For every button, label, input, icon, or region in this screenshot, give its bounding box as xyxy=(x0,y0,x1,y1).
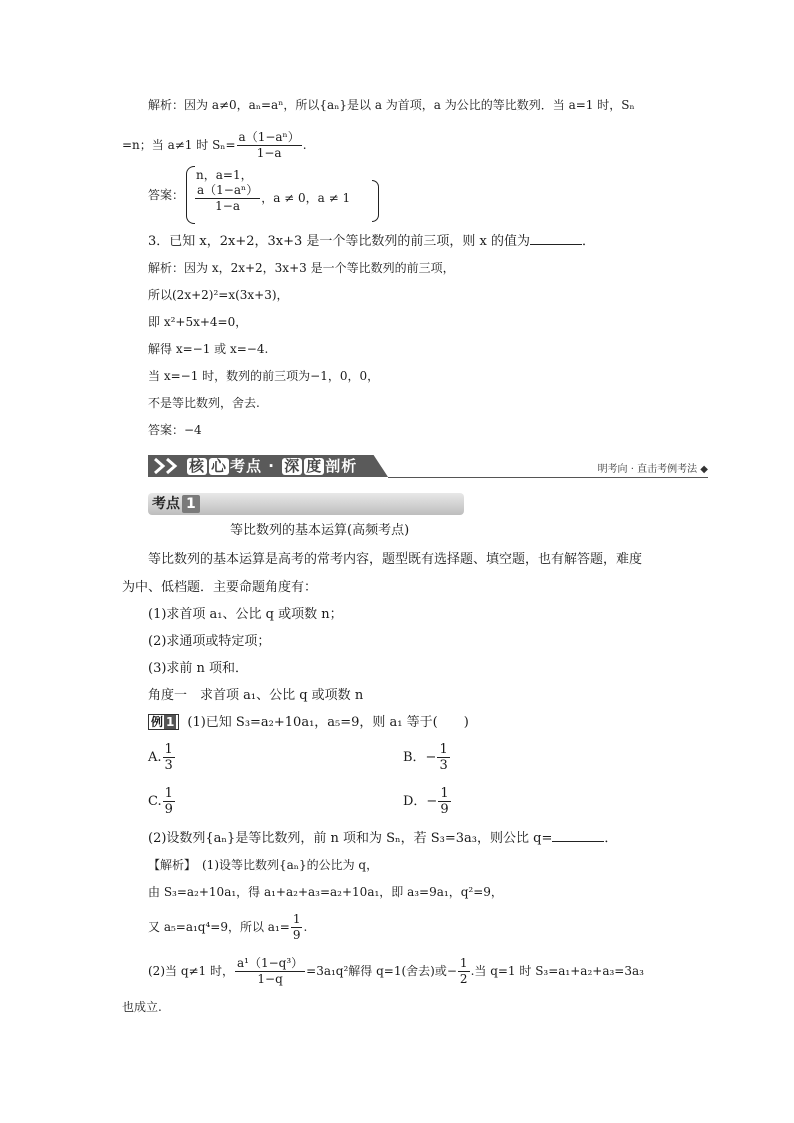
option-d-label: D．− xyxy=(403,794,438,809)
option-d-den: 9 xyxy=(440,802,449,817)
answer-1-case-1: n，a=1， xyxy=(196,168,253,182)
option-a-den: 3 xyxy=(164,758,173,773)
kaodian-label xyxy=(152,495,200,513)
example-badge-text: 例 xyxy=(151,715,164,729)
banner-char-3: 深 xyxy=(284,457,301,475)
section-item-2: (2)求通项或特定项； xyxy=(148,634,271,649)
analysis-line-2-post: . xyxy=(302,138,307,152)
option-c-frac xyxy=(163,786,175,817)
analysis-line-2-pre: =n；当 a≠1 时 Sₙ= xyxy=(122,138,236,152)
option-c-den: 9 xyxy=(164,802,173,817)
option-a-frac xyxy=(163,742,175,773)
section-paragraph-2: 为中、低档题．主要命题角度有： xyxy=(122,580,318,595)
option-b-label: B．− xyxy=(403,750,437,765)
example-1-question-1-text: (1)已知 S₃=a₂+10a₁，a₅=9，则 a₁ 等于( ) xyxy=(187,715,469,730)
kaodian-text: 考点 xyxy=(152,496,180,512)
question-3-blank xyxy=(530,232,582,245)
solution-line-4-frac-2 xyxy=(458,956,470,987)
solution-line-4 xyxy=(148,956,644,987)
solution-line-4-den: 1−q xyxy=(257,972,283,986)
banner-text-1: 考点 · xyxy=(230,457,282,475)
analysis-line-1: 解析：因为 a≠0，aₙ=aⁿ，所以{aₙ}是以 a 为首项，a 为公比的等比数列．当 a=1 时，Sₙ xyxy=(148,98,635,112)
option-d xyxy=(403,786,452,817)
option-b-den: 3 xyxy=(439,758,448,773)
answer-1-fraction xyxy=(195,183,260,214)
banner-text-2: 剖析 xyxy=(325,457,358,475)
question-3-end: ． xyxy=(582,234,596,249)
option-d-frac xyxy=(438,786,450,817)
solution-line-3-post: . xyxy=(303,920,308,934)
solution-line-1: 【解析】 (1)设等比数列{aₙ}的公比为 q， xyxy=(148,858,379,872)
option-b-frac xyxy=(437,742,449,773)
option-c xyxy=(148,786,176,817)
question-3 xyxy=(148,232,595,251)
sum-fraction-num: a（1−aⁿ） xyxy=(238,130,300,144)
option-d-num: 1 xyxy=(440,786,449,801)
section-banner xyxy=(148,452,708,482)
solution-line-3-num: 1 xyxy=(292,912,301,926)
q3-solution-6: 不是等比数列，舍去. xyxy=(148,396,260,410)
banner-subtitle-text: 明考向 · 直击考例考法 xyxy=(597,464,698,475)
solution-line-2: 由 S₃=a₂+10a₁，得 a₁+a₂+a₃=a₂+10a₁，即 a₃=9a₁，q²=9， xyxy=(148,885,503,899)
option-c-label: C. xyxy=(148,794,162,809)
diamond-icon: ◆ xyxy=(700,464,708,475)
section-item-1: (1)求首项 a₁、公比 q 或项数 n； xyxy=(148,607,343,622)
q3-solution-1: 解析：因为 x，2x+2，3x+3 是一个等比数列的前三项， xyxy=(148,261,455,275)
option-a-num: 1 xyxy=(164,742,173,757)
question-2-blank xyxy=(552,829,604,842)
solution-line-4-den-2: 2 xyxy=(459,972,468,986)
answer-1-condition: ，a ≠ 0，a ≠ 1 xyxy=(261,191,351,205)
solution-line-3-frac xyxy=(291,912,303,943)
banner-char-4: 度 xyxy=(306,457,323,475)
solution-line-4-num: a¹（1−q³） xyxy=(237,956,304,970)
banner-title xyxy=(186,455,357,477)
answer-1-fraction-num: a（1−aⁿ） xyxy=(197,183,259,197)
example-1-question-2-text: (2)设数列{aₙ}是等比数列，前 n 项和为 Sₙ，若 S₃=3a₃，则公比 q= xyxy=(148,831,553,846)
sum-fraction xyxy=(237,130,302,161)
solution-line-4-frac xyxy=(235,956,305,987)
answer-1-label: 答案： xyxy=(148,188,185,202)
section-title: 等比数列的基本运算(高频考点) xyxy=(230,523,410,538)
example-1-question-2 xyxy=(148,829,617,848)
solution-line-4-num-2: 1 xyxy=(459,956,468,970)
solution-line-3-den: 9 xyxy=(292,928,301,942)
banner-char-2: 心 xyxy=(211,457,228,475)
option-c-num: 1 xyxy=(164,786,173,801)
option-a-label: A. xyxy=(148,750,162,765)
example-1-question-2-end: ． xyxy=(604,831,618,846)
kaodian-number: 1 xyxy=(182,495,200,513)
q3-solution-2: 所以(2x+2)²=x(3x+3)， xyxy=(148,288,289,302)
example-badge-num: 1 xyxy=(166,715,175,729)
q3-solution-5: 当 x=−1 时，数列的前三项为−1，0，0， xyxy=(148,369,380,383)
section-item-3: (3)求前 n 项和． xyxy=(148,661,249,676)
example-1-question-1 xyxy=(148,714,469,732)
option-a xyxy=(148,742,176,773)
angle-heading: 角度一 求首项 a₁、公比 q 或项数 n xyxy=(148,688,364,703)
solution-line-4-pre: (2)当 q≠1 时， xyxy=(148,964,234,978)
sum-fraction-den: 1−a xyxy=(256,146,282,160)
analysis-line-2 xyxy=(122,130,307,161)
q3-solution-4: 解得 x=−1 或 x=−4. xyxy=(148,342,269,356)
answer-1-fraction-den: 1−a xyxy=(215,199,241,213)
kaodian-bar xyxy=(148,493,464,515)
banner-char-1: 核 xyxy=(189,457,206,475)
chevron-right-icon xyxy=(164,457,180,475)
option-b-num: 1 xyxy=(439,742,448,757)
banner-rule xyxy=(388,477,708,478)
solution-line-4-mid: =3a₁q²解得 q=1(舍去)或− xyxy=(306,964,457,978)
section-paragraph-1: 等比数列的基本运算是高考的常考内容，题型既有选择题、填空题，也有解答题，难度 xyxy=(148,552,643,567)
question-3-text: 3．已知 x，2x+2，3x+3 是一个等比数列的前三项，则 x 的值为 xyxy=(148,234,530,249)
answer-1-brace-right xyxy=(372,180,379,222)
solution-line-4-post: .当 q=1 时 S₃=a₁+a₂+a₃=3a₃ xyxy=(470,964,644,978)
q3-answer: 答案：−4 xyxy=(148,423,202,437)
example-badge xyxy=(148,714,179,730)
banner-subtitle xyxy=(598,460,708,475)
solution-line-3 xyxy=(148,912,307,943)
solution-line-5: 也成立. xyxy=(122,1000,162,1014)
answer-1-case-2 xyxy=(194,183,350,214)
solution-line-3-pre: 又 a₅=a₁q⁴=9，所以 a₁= xyxy=(148,920,290,934)
q3-solution-3: 即 x²+5x+4=0， xyxy=(148,315,248,329)
option-b xyxy=(403,742,451,773)
